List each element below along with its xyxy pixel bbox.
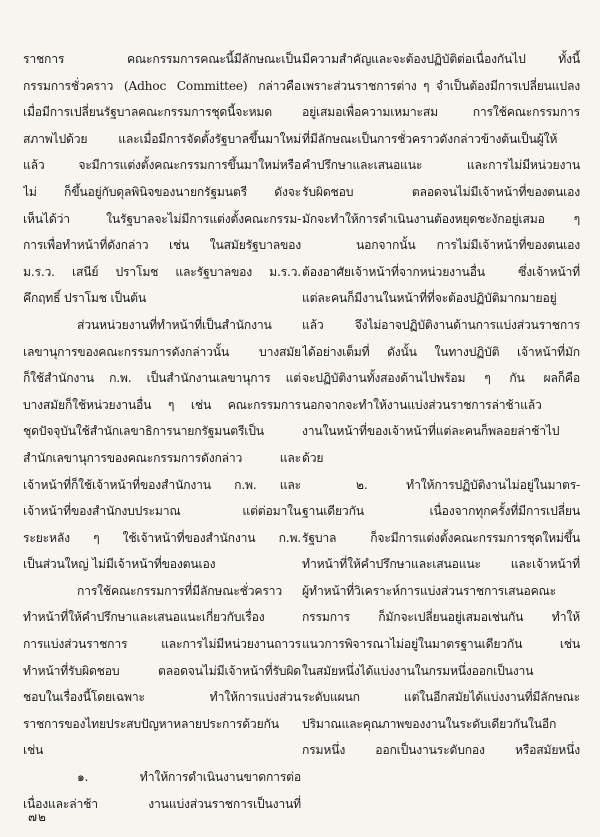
text-line: ต้องอาศัยเจ้าหน้าที่จากหน่วยงานอื่น ซึ่งเจ้าหน้าที่ bbox=[302, 264, 580, 279]
page-number: ๗๒ bbox=[28, 810, 47, 824]
text-line: ระยะหลัง ๆ ใช้เจ้าหน้าที่ของสำนักงาน ก.พ. bbox=[23, 530, 301, 545]
text-line: เป็นส่วนใหญ่ ไม่มีเจ้าหน้าที่ของตนเอง bbox=[23, 557, 216, 572]
text-line: ก็ใช้สำนักงาน ก.พ. เป็นสำนักงานเลขานุการ แต่ bbox=[23, 371, 301, 386]
text-line: สำนักเลขานุการของคณะกรรมการดังกล่าว และ bbox=[23, 450, 301, 465]
text-line: จะปฏิบัติงานทั้งสองด้านไปพร้อม ๆ กัน ผลก็คือ bbox=[302, 371, 580, 386]
text-line: นอกจากจะทำให้งานแบ่งส่วนราชการล่าช้าแล้ว bbox=[302, 397, 542, 412]
text-line: เมื่อมีการเปลี่ยนรัฐบาลคณะกรรมการชุดนี้จะหมด bbox=[23, 105, 272, 120]
text-line: ราชการ คณะกรรมการคณะนี้มีลักษณะเป็น bbox=[23, 52, 301, 66]
text-line: ระดับแผนก แต่ในอีกสมัยได้แบ่งงานที่มีลักษณะ bbox=[302, 690, 580, 705]
text-line: เนื่องและล่าช้า งานแบ่งส่วนราชการเป็นงานที่ bbox=[23, 796, 301, 811]
text-line: ทำหน้าที่ให้คำปรึกษาและเสนอแนะ และเจ้าหน้าที่ bbox=[302, 557, 580, 572]
text-line: แต่ละคนก็มีงานในหน้าที่ที่จะต้องปฏิบัติมากมายอยู่ bbox=[302, 291, 557, 306]
text-line: อยู่เสมอเพื่อความเหมาะสม การใช้คณะกรรมการ bbox=[302, 105, 580, 120]
text-line: การเพื่อทำหน้าที่ดังกล่าว เช่น ในสมัยรัฐบาลของ bbox=[23, 238, 301, 253]
text-line: คึกฤทธิ์ ปราโมช เป็นต้น bbox=[23, 291, 146, 306]
text-line: ราชการของไทยประสบปัญหาหลายประการด้วยกัน bbox=[23, 716, 279, 731]
text-line: เพราะส่วนราชการต่าง ๆ จำเป็นต้องมีการเปลี่ยนแปลง bbox=[302, 78, 580, 93]
text-line: แล้ว จะมีการแต่งตั้งคณะกรรมการขึ้นมาใหม่หรือ bbox=[23, 158, 301, 173]
text-line: เช่น bbox=[23, 743, 44, 758]
text-line: บางสมัยก็ใช้หน่วยงานอื่น ๆ เช่น คณะกรรมการ bbox=[23, 397, 301, 412]
text-line: กรมหนึ่ง ออกเป็นงานระดับกอง หรือสมัยหนึ่ง bbox=[302, 743, 580, 758]
text-line: คำปรึกษาและเสนอแนะ และการไม่มีหน่วยงาน bbox=[302, 158, 580, 173]
text-line: กรรมการ ก็มักจะเปลี่ยนอยู่เสมอเช่นกัน ทำให้ bbox=[302, 610, 580, 625]
text-line: รัฐบาล ก็จะมีการแต่งตั้งคณะกรรมการชุดใหม่ขึ้น bbox=[302, 530, 580, 545]
text-line: ฐานเดียวกัน เนื่องจากทุกครั้งที่มีการเปลี่ยน bbox=[302, 504, 580, 519]
text-line: ส่วนหน่วยงานที่ทำหน้าที่เป็นสำนักงาน bbox=[77, 317, 272, 332]
text-line: เจ้าหน้าที่ของสำนักงบประมาณ แต่ต่อมาใน bbox=[23, 504, 301, 519]
text-line: ได้อย่างเต็มที่ ดังนั้น ในทางปฏิบัติ เจ้าหน้าที่มัก bbox=[302, 344, 580, 359]
text-line: ในสมัยหนึ่งได้แบ่งงานในกรมหนึ่งออกเป็นงาน bbox=[302, 663, 534, 678]
text-line: เลขานุการของคณะกรรมการดังกล่าวนั้น บางสมัย bbox=[23, 344, 301, 359]
text-line: สภาพไปด้วย และเมื่อมีการจัดตั้งรัฐบาลขึ้นมาใหม่ bbox=[23, 131, 301, 146]
text-line: ทำหน้าที่ให้คำปรึกษาและเสนอแนะเกี่ยวกับเรื่อง bbox=[23, 610, 265, 625]
text-line: นอกจากนั้น การไม่มีเจ้าหน้าที่ของตนเอง bbox=[356, 238, 580, 253]
text-line: กรรมการชั่วคราว (Adhoc Committee) กล่าวคือ bbox=[23, 78, 301, 93]
text-line: ชุดปัจจุบันใช้สำนักเลขาธิการนายกรัฐมนตรีเป็น bbox=[23, 424, 264, 439]
text-line: การแบ่งส่วนราชการ และการไม่มีหน่วยงานถาวร bbox=[23, 637, 301, 652]
text-line: แล้ว จึงไม่อาจปฏิบัติงานด้านการแบ่งส่วนราชการ bbox=[302, 317, 580, 332]
text-line: การใช้คณะกรรมการที่มีลักษณะชั่วคราว bbox=[77, 583, 282, 598]
text-line: ทำหน้าที่รับผิดชอบ ตลอดจนไม่มีเจ้าหน้าที่รับผิด bbox=[23, 663, 301, 678]
text-line: ปริมาณและคุณภาพของงานในระดับเดียวกันในอีก bbox=[302, 716, 557, 731]
text-line: มีความสำคัญและจะต้องปฏิบัติต่อเนื่องกันไป ทั้งนี้ bbox=[302, 52, 580, 66]
text-line: เห็นได้ว่า ในรัฐบาลจะไม่มีการแต่งตั้งคณะกรรม- bbox=[23, 211, 301, 226]
text-line: แนวการพิจารณาไม่อยู่ในมาตรฐานเดียวกัน เช่น bbox=[302, 637, 580, 652]
text-line: เจ้าหน้าที่ก็ใช้เจ้าหน้าที่ของสำนักงาน ก.พ. และ bbox=[23, 477, 301, 492]
text-line: งานในหน้าที่ของเจ้าหน้าที่แต่ละคนก็พลอยล่าช้าไป bbox=[302, 424, 560, 439]
text-line: ที่มีลักษณะเป็นการชั่วคราวดังกล่าวข้างต้นเป็นผู้ให้ bbox=[302, 131, 558, 146]
text-line: ม.ร.ว. เสนีย์ ปราโมช และรัฐบาลของ ม.ร.ว. bbox=[23, 264, 301, 279]
text-line: ชอบในเรื่องนี้โดยเฉพาะ ทำให้การแบ่งส่วน bbox=[23, 690, 301, 705]
text-line: รับผิดชอบ ตลอดจนไม่มีเจ้าหน้าที่ของตนเอง bbox=[302, 184, 580, 199]
right-column bbox=[302, 46, 580, 764]
text-line: ไม่ ก็ขึ้นอยู่กับดุลพินิจของนายกรัฐมนตรี ดังจะ bbox=[23, 184, 301, 199]
text-line: ผู้ทำหน้าที่วิเคราะห์การแบ่งส่วนราชการเสนอคณะ bbox=[302, 583, 557, 598]
text-line: มักจะทำให้การดำเนินงานต้องหยุดชะงักอยู่เสมอ ๆ bbox=[302, 211, 580, 226]
text-line: ด้วย bbox=[302, 450, 324, 465]
text-line: ๑. ทำให้การดำเนินงานขาดการต่อ bbox=[77, 770, 301, 785]
left-column bbox=[23, 46, 301, 817]
text-line: ๒. ทำให้การปฏิบัติงานไม่อยู่ในมาตร- bbox=[356, 477, 580, 492]
